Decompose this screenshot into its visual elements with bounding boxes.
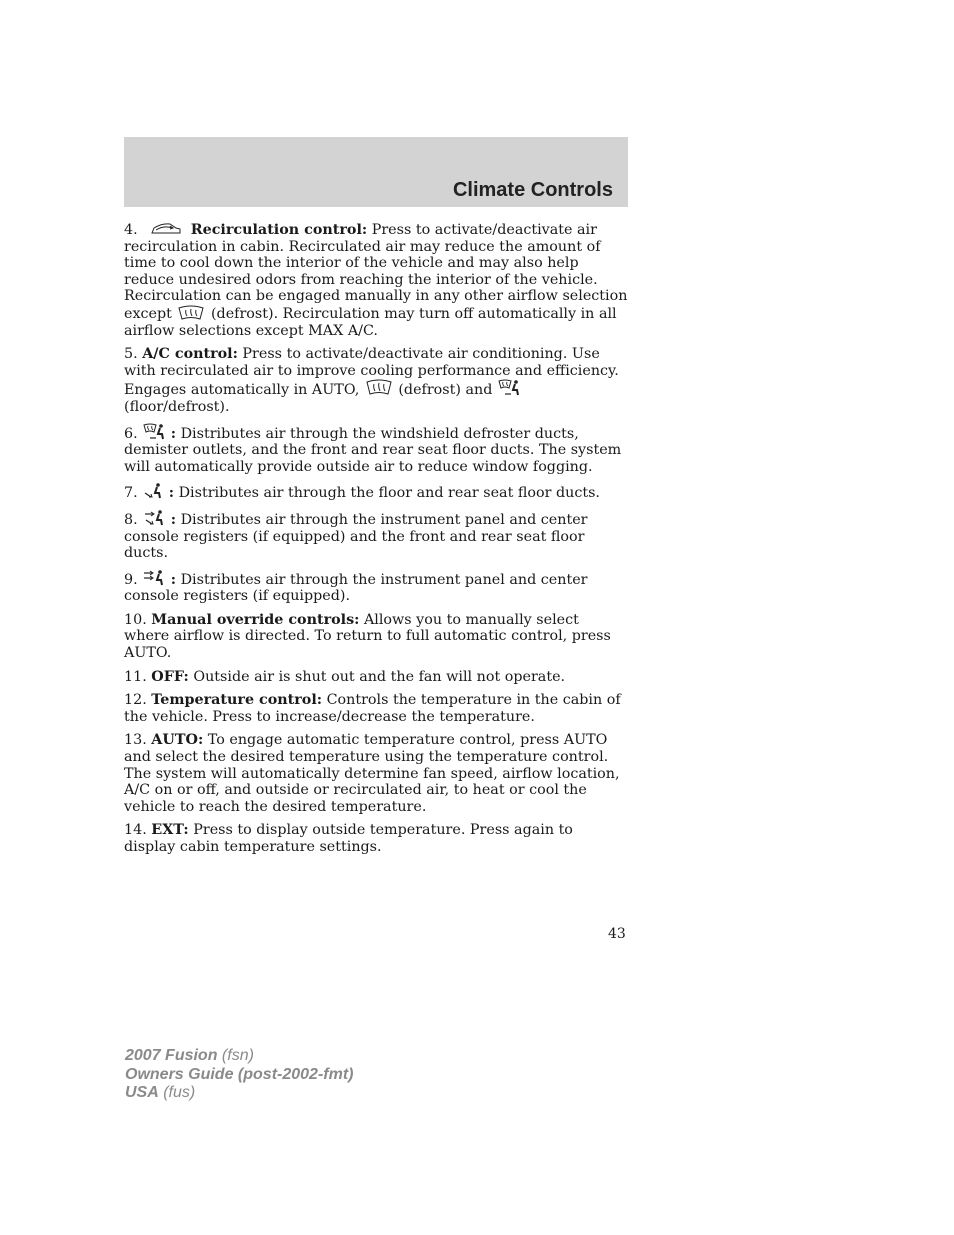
item-term: : <box>168 485 175 502</box>
item-term: Temperature control: <box>151 692 323 709</box>
item-term: A/C control: <box>142 346 238 363</box>
windshield-defrost-icon <box>176 305 206 321</box>
item-text: To engage automatic temperature control, press AUTO and select the desired temperature using the temperature control. The system will automatically determine fan speed, airflow location, A/C on or off, and outside or recirculated air, to heat or cool the vehicle to reach the desired temperature. <box>124 732 620 815</box>
list-item-floor-defrost-mode <box>124 423 628 476</box>
item-term: EXT: <box>151 822 189 839</box>
item-number: 8. <box>124 511 138 528</box>
section-title: Climate Controls <box>452 179 613 201</box>
item-number: 11. <box>124 668 147 685</box>
item-term: : <box>170 511 177 528</box>
list-item-ac-control <box>124 346 628 415</box>
item-term: : <box>170 425 177 442</box>
item-text: Distributes air through the windshield defroster ducts, demister outlets, and the front and rear seat floor ducts. The system will automatically provide outside air to reduce window fogging. <box>124 425 622 475</box>
item-number: 6. <box>124 425 138 442</box>
recirculation-car-icon <box>142 221 186 237</box>
item-term: : <box>170 571 177 588</box>
floor-defrost-icon <box>497 379 521 397</box>
panel-airflow-icon <box>142 569 166 587</box>
footer-line-3: USA (fus) <box>125 1084 196 1101</box>
item-text: Distributes air through the floor and rear seat floor ducts. <box>174 485 600 502</box>
item-number: 10. <box>124 611 147 628</box>
list-item-temperature-control <box>124 692 628 725</box>
windshield-defrost-icon <box>364 379 394 397</box>
list-item-recirculation <box>124 221 628 339</box>
document-footer <box>125 1047 353 1103</box>
list-item-auto <box>124 732 628 815</box>
floor-defrost-icon <box>142 423 166 441</box>
item-text: Press to display outside temperature. Press again to display cabin temperature settings. <box>124 822 573 855</box>
page-number: 43 <box>608 926 626 942</box>
item-number: 9. <box>124 571 138 588</box>
footer-line-2: Owners Guide (post-2002-fmt) <box>125 1065 354 1083</box>
item-text: Controls the temperature in the cabin of the vehicle. Press to increase/decrease the temperature. <box>124 692 621 725</box>
item-text: Press to activate/deactivate air recirculation in cabin. Recirculated air may reduce the amount of time to cool down the interior of the vehicle and may also help reduce undesired odors from reaching the interior of the vehicle. Recirculation can be engaged manually in any other airflow selection except <box>124 222 628 322</box>
item-term: AUTO: <box>151 732 204 749</box>
list-item-floor-mode <box>124 482 628 502</box>
item-number: 5. <box>124 346 138 363</box>
page-content <box>124 221 628 863</box>
list-item-manual-override <box>124 612 628 662</box>
floor-airflow-icon <box>142 482 164 500</box>
item-text: Distributes air through the instrument panel and center console registers (if equipped) and the front and rear seat floor ducts. <box>124 511 588 562</box>
footer-line-1: 2007 Fusion (fsn) <box>125 1047 254 1064</box>
item-number: 13. <box>124 732 147 749</box>
item-term: Manual override controls: <box>151 611 360 628</box>
item-text: Outside air is shut out and the fan will not operate. <box>188 668 566 685</box>
item-number: 12. <box>124 692 147 709</box>
item-text-cont: (defrost) and <box>393 382 497 399</box>
item-number: 4. <box>124 222 138 238</box>
item-text-end: (floor/defrost). <box>124 398 230 415</box>
list-item-panel-floor-mode <box>124 509 628 562</box>
item-number: 7. <box>124 485 138 502</box>
item-text: Allows you to manually select where airflow is directed. To return to full automatic control, press AUTO. <box>124 611 611 662</box>
list-item-ext <box>124 822 628 855</box>
panel-floor-airflow-icon <box>142 509 166 527</box>
list-item-off <box>124 669 628 686</box>
item-text: Press to activate/deactivate air conditioning. Use with recirculated air to improve cooling performance and efficiency. Engages automatically in AUTO, <box>124 346 619 399</box>
list-item-panel-mode <box>124 569 628 605</box>
item-text-cont: (defrost). Recirculation may turn off automatically in all airflow selections except MAX A/C. <box>124 305 617 339</box>
section-header-band <box>124 137 628 207</box>
item-term: OFF: <box>151 668 189 685</box>
item-term: Recirculation control: <box>190 222 368 238</box>
item-text: Distributes air through the instrument panel and center console registers (if equipped). <box>124 571 588 605</box>
item-number: 14. <box>124 822 147 839</box>
